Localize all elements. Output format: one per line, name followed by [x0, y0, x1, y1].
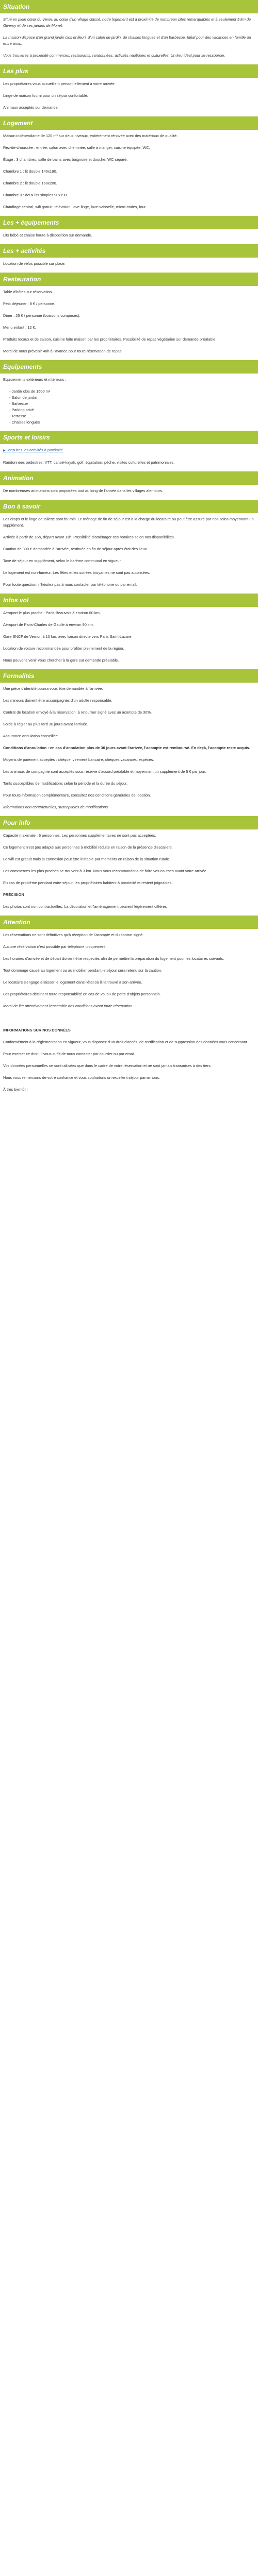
section-header-animation: Animation: [0, 471, 258, 485]
situation-para: Situé en plein cœur du Vexin, au cœur d'un village classé, notre logement est à proximité de nombreux sites remarquables et à seulement 5 km de Giverny et de ses jardins de Monet.: [3, 17, 251, 28]
restauration-para: Petit déjeuner : 8 € / personne.: [3, 301, 56, 306]
attention-note: Merci de lire attentivement l'ensemble des conditions avant toute réservation.: [3, 1004, 134, 1008]
attention-para: Aucune réservation n'est possible par téléphone uniquement.: [3, 944, 107, 949]
restauration-para: Merci de nous prévenir 48h à l'avance pour toute réservation de repas.: [3, 349, 123, 353]
plus-body: [0, 81, 258, 111]
equipements-intro: Equipements extérieurs et intérieurs :: [3, 377, 67, 382]
list-item: - Jardin clos de 1500 m²: [9, 388, 255, 395]
logement-para: Maison indépendante de 120 m² sur deux niveaux, entièrement rénovée avec des matériaux de qualité.: [3, 133, 178, 138]
formalites-info: Pour toute information complémentaire, consultez nos conditions générales de location.: [3, 793, 151, 798]
logement-para: Chambre 1 : lit double 140x190.: [3, 169, 57, 174]
bon-para: Le logement est non-fumeur. Les fêtes et les soirées bruyantes ne sont pas autorisées.: [3, 570, 150, 575]
formalites-para: Moyens de paiement acceptés : chèque, virement bancaire, chèques vacances, espèces.: [3, 757, 154, 762]
formalites-para: Les animaux de compagnie sont acceptés sous réserve d'accord préalable et moyennant un supplément de 5 € par jour.: [3, 769, 206, 774]
precision-text: Les photos sont non contractuelles. La décoration et l'aménagement peuvent légèrement différer.: [3, 904, 167, 909]
animation-body: [0, 488, 258, 494]
activites-plus-text: Location de vélos possible sur place.: [3, 261, 66, 266]
bon-para: Les draps et le linge de toilette sont fournis. Le ménage de fin de séjour est à la charge du locataire ou peut être assuré par nos soins moyennant un supplément.: [3, 517, 254, 528]
sports-body: [0, 447, 258, 466]
infos-para: Aéroport le plus proche : Paris-Beauvais à environ 60 km.: [3, 611, 101, 615]
plus-para: Linge de maison fourni pour un séjour confortable.: [3, 93, 88, 98]
logement-body: [0, 133, 258, 210]
section-header-formalites: Formalités: [0, 669, 258, 683]
list-item: - Barbecue: [9, 401, 255, 407]
list-item: - Chaises longues: [9, 419, 255, 426]
section-header-equipements: Equipements: [0, 360, 258, 374]
pour-info-para: En cas de problème pendant votre séjour, les propriétaires habitent à proximité et restent joignables.: [3, 880, 173, 885]
section-header-situation: Situation: [0, 0, 258, 13]
section-header-bon-a-savoir: Bon à savoir: [0, 500, 258, 513]
logement-para: Étage : 3 chambres, salle de bains avec baignoire et douche, WC séparé.: [3, 157, 128, 162]
pour-info-para: Ce logement n'est pas adapté aux personnes à mobilité réduite en raison de la présence d'escaliers.: [3, 845, 173, 850]
formalites-disclaimer: Informations non contractuelles, susceptibles de modifications.: [3, 805, 109, 809]
infos-para: Nous pouvons venir vous chercher à la gare sur demande préalable.: [3, 658, 119, 663]
attention-para: Tout dommage causé au logement ou au mobilier pendant le séjour sera retenu sur la caution.: [3, 968, 163, 973]
equipements-plus-text: Lits bébé et chaise haute à disposition sur demande.: [3, 233, 92, 238]
list-item: - Parking privé: [9, 407, 255, 413]
restauration-body: [0, 289, 258, 354]
infos-para: Aéroport de Paris-Charles de Gaulle à environ 90 km.: [3, 622, 94, 627]
bon-para: Caution de 300 € demandée à l'arrivée, restituée en fin de séjour après état des lieux.: [3, 547, 148, 551]
logement-para: Chambre 3 : deux lits simples 90x190.: [3, 193, 68, 197]
animation-text: De nombreuses animations sont proposées tout au long de l'année dans les villages alentours.: [3, 488, 163, 493]
formalites-para: Solde à régler au plus tard 30 jours avant l'arrivée.: [3, 722, 88, 726]
section-header-sports: Sports et loisirs: [0, 431, 258, 444]
legal-title: INFORMATIONS SUR NOS DONNÉES: [3, 1028, 71, 1032]
attention-body: [0, 932, 258, 1093]
logement-para: Chauffage central, wifi gratuit, télévision, lave-linge, lave-vaisselle, micro-ondes, four.: [3, 205, 147, 209]
attention-para: Les horaires d'arrivée et de départ doivent être respectés afin de permettre la préparation du logement pour les locataires suivants.: [3, 956, 224, 961]
bon-body: [0, 516, 258, 588]
situation-body: [0, 16, 258, 59]
situation-para: Vous trouverez à proximité commerces, restaurants, randonnées, activités nautiques et culturelles. Un lieu idéal pour se ressourcer.: [3, 53, 225, 58]
list-item: - Terrasse: [9, 413, 255, 419]
section-header-infos-vol: Infos vol: [0, 594, 258, 607]
attention-para: Le locataire s'engage à laisser le logement dans l'état où il l'a trouvé à son arrivée.: [3, 980, 142, 985]
list-item: - Salon de jardin: [9, 395, 255, 401]
plus-para: Les propriétaires vous accueillent personnellement à votre arrivée.: [3, 81, 116, 86]
formalites-para: Les mineurs doivent être accompagnés d'un adulte responsable.: [3, 698, 112, 703]
formalites-para: Tarifs susceptibles de modifications selon la période et la durée du séjour.: [3, 781, 128, 786]
equipements-body: [0, 377, 258, 426]
bon-para: Pour toute question, n'hésitez pas à nous contacter par téléphone ou par email.: [3, 582, 137, 587]
section-header-plus: Les plus: [0, 64, 258, 78]
infos-para: Location de voiture recommandée pour profiter pleinement de la région.: [3, 646, 124, 651]
legal-para: Vos données personnelles ne sont utilisées que dans le cadre de votre réservation et ne sont jamais transmises à des tiers.: [3, 1063, 212, 1068]
bon-para: Arrivée à partir de 16h, départ avant 11h. Possibilité d'aménager ces horaires selon nos disponibilités.: [3, 535, 175, 539]
sports-activities-link[interactable]: ▶ Consultez les activités à proximité: [3, 447, 255, 454]
pour-info-para: Capacité maximale : 6 personnes. Les personnes supplémentaires ne sont pas acceptées.: [3, 833, 156, 838]
closing-para: Nous vous remercions de votre confiance et vous souhaitons un excellent séjour parmi nous.: [3, 1075, 160, 1080]
equipements-list: [3, 388, 255, 426]
pour-info-para: Le wifi est gratuit mais la connexion peut être instable par moments en raison de la situation rurale.: [3, 857, 170, 861]
section-header-activites-plus: Les + activités: [0, 244, 258, 258]
section-header-logement: Logement: [0, 116, 258, 130]
plus-para: Animaux acceptés sur demande.: [3, 105, 59, 110]
sports-text: Randonnées pédestres, VTT, canoë-kayak, golf, équitation, pêche, visites culturelles et patrimoniales.: [3, 460, 175, 465]
restauration-para: Dîner : 25 € / personne (boissons comprises).: [3, 313, 80, 318]
restauration-para: Produits locaux et de saison, cuisine faite maison par les propriétaires. Possibilité de repas végétarien sur demande préalable.: [3, 337, 217, 342]
logement-para: Chambre 2 : lit double 160x200.: [3, 181, 57, 185]
logement-para: Rez-de-chaussée : entrée, salon avec cheminée, salle à manger, cuisine équipée, WC.: [3, 145, 150, 150]
attention-para: Les propriétaires déclinent toute responsabilité en cas de vol ou de perte d'objets personnels.: [3, 992, 161, 996]
precision-label: PRÉCISION: [3, 892, 24, 897]
pour-info-para: Les commerces les plus proches se trouvent à 3 km. Nous vous recommandons de faire vos courses avant votre arrivée.: [3, 869, 207, 873]
formalites-para: Contrat de location envoyé à la réservation, à retourner signé avec un acompte de 30%.: [3, 710, 152, 715]
legal-para: Pour exercer ce droit, il vous suffit de nous contacter par courrier ou par email.: [3, 1052, 136, 1056]
section-header-restauration: Restauration: [0, 273, 258, 286]
formalites-para: Une pièce d'identité pourra vous être demandée à l'arrivée.: [3, 686, 103, 691]
restauration-para: Table d'hôtes sur réservation.: [3, 290, 53, 294]
attention-para: Les réservations ne sont définitives qu'à réception de l'acompte et du contrat signé.: [3, 933, 144, 937]
equipements-plus-body: [0, 232, 258, 239]
activites-plus-body: [0, 261, 258, 267]
spacer: [3, 1015, 255, 1027]
situation-para: La maison dispose d'un grand jardin clos et fleuri, d'un salon de jardin, de chaises longues et d'un barbecue. Idéal pour des vacances en famille ou entre amis.: [3, 35, 251, 46]
pour-info-body: [0, 833, 258, 910]
formalites-cancellation: Conditions d'annulation : en cas d'annulation plus de 30 jours avant l'arrivée, l'acompte est remboursé. En deçà, l'acompte reste acquis.: [3, 745, 250, 750]
bon-para: Taxe de séjour en supplément, selon le barème communal en vigueur.: [3, 558, 122, 563]
infos-body: [0, 610, 258, 664]
section-header-attention: Attention: [0, 916, 258, 929]
infos-para: Gare SNCF de Vernon à 10 km, avec liaison directe vers Paris Saint-Lazare.: [3, 634, 133, 639]
legal-para: Conformément à la réglementation en vigueur, vous disposez d'un droit d'accès, de rectification et de suppression des données vous concernant.: [3, 1040, 248, 1044]
restauration-para: Menu enfant : 12 €.: [3, 325, 36, 330]
formalites-body: [0, 686, 258, 810]
closing-para: À très bientôt !: [3, 1087, 28, 1092]
section-header-equipements-plus: Les + équipements: [0, 216, 258, 229]
formalites-para: Assurance annulation conseillée.: [3, 734, 59, 738]
section-header-pour-info: Pour info: [0, 816, 258, 829]
